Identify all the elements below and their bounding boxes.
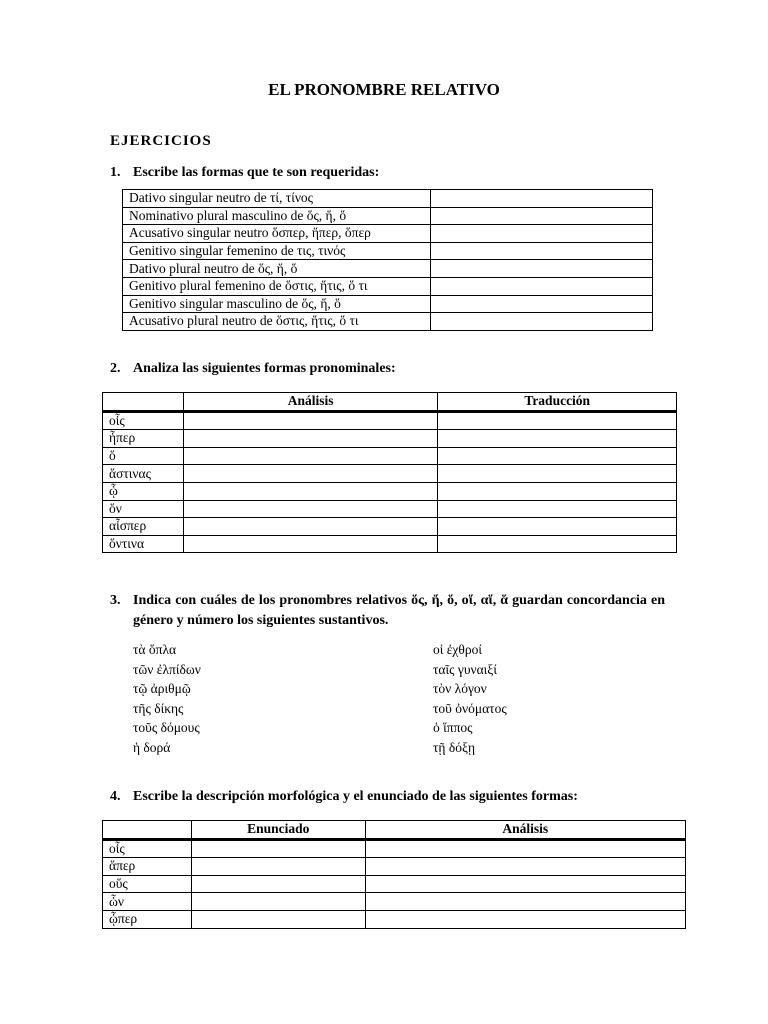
header-analisis: Análisis (365, 821, 685, 840)
answer-cell[interactable] (431, 225, 653, 243)
table-row (103, 910, 686, 928)
question-number: 3. (110, 593, 121, 608)
nouns-right-column (433, 640, 507, 757)
question-number: 4. (110, 789, 121, 804)
analysis-cell[interactable] (183, 411, 437, 430)
noun-item: ἡ δορά (133, 739, 171, 755)
analysis-cell[interactable] (183, 482, 437, 500)
table-row (123, 207, 653, 225)
enunciado-cell[interactable] (191, 893, 365, 911)
form-prompt: Genitivo singular masculino de ὅς, ἥ, ὅ (123, 295, 431, 313)
noun-item: ὁ ἵππος (433, 720, 473, 735)
section-heading: EJERCICIOS (110, 133, 212, 149)
header-blank (103, 821, 192, 840)
morphology-table (102, 820, 686, 929)
noun-item: τῆς δίκης (133, 700, 184, 716)
table-row (103, 447, 677, 465)
greek-form: ᾧ (103, 482, 184, 500)
analysis-cell[interactable] (183, 430, 437, 448)
enunciado-cell[interactable] (191, 839, 365, 858)
greek-form: ᾧπερ (103, 910, 192, 928)
header-blank (103, 393, 184, 412)
table-row (103, 858, 686, 876)
analysis-cell[interactable] (365, 839, 685, 858)
table-row (103, 893, 686, 911)
table-row (103, 500, 677, 518)
question-text: Escribe las formas que te son requeridas: (133, 165, 380, 180)
answer-cell[interactable] (431, 207, 653, 225)
answer-cell[interactable] (431, 277, 653, 295)
analysis-cell[interactable] (183, 518, 437, 536)
analysis-cell[interactable] (183, 500, 437, 518)
form-prompt: Acusativo singular neutro ὅσπερ, ἥπερ, ὅπερ (123, 225, 431, 243)
question-1 (110, 165, 379, 181)
analysis-cell[interactable] (183, 465, 437, 483)
question-number: 1. (110, 165, 121, 180)
forms-table (122, 189, 653, 331)
noun-item: τοῦς δόμους (133, 720, 200, 735)
translation-cell[interactable] (438, 482, 677, 500)
table-row (123, 242, 653, 260)
nouns-left-column (133, 640, 201, 757)
form-prompt: Genitivo plural femenino de ὅστις, ἥτις, ὅ τι (123, 277, 431, 295)
greek-form: ὧν (103, 893, 192, 911)
header-traduccion: Traducción (438, 393, 677, 412)
noun-item: τῷ ἀριθμῷ (133, 681, 191, 696)
translation-cell[interactable] (438, 465, 677, 483)
form-prompt: Dativo singular neutro de τί, τίνος (123, 190, 431, 208)
greek-form: οὕς (103, 875, 192, 893)
question-text: Indica con cuáles de los pronombres relativos ὅς, ἥ, ὅ, οἵ, αἵ, ἅ guardan concordancia en género y número los siguientes sustantivos. (133, 593, 665, 628)
answer-cell[interactable] (431, 295, 653, 313)
question-3 (110, 591, 665, 631)
analysis-cell[interactable] (365, 875, 685, 893)
noun-item: τὸν λόγον (433, 681, 487, 696)
analysis-table (102, 392, 677, 553)
analysis-cell[interactable] (365, 893, 685, 911)
noun-item: τῇ δόξῃ (433, 739, 476, 755)
translation-cell[interactable] (438, 430, 677, 448)
table-row (103, 430, 677, 448)
form-prompt: Acusativo plural neutro de ὅστις, ἥτις, ὅ τι (123, 313, 431, 331)
question-text: Analiza las siguientes formas pronominales: (133, 361, 396, 376)
table-row (123, 225, 653, 243)
question-number: 2. (110, 361, 121, 376)
enunciado-cell[interactable] (191, 875, 365, 893)
analysis-cell[interactable] (183, 535, 437, 553)
question-2 (110, 361, 396, 377)
table-row (103, 518, 677, 536)
greek-form: ὅντινα (103, 535, 184, 553)
table-row (123, 190, 653, 208)
answer-cell[interactable] (431, 242, 653, 260)
greek-form: ἅπερ (103, 858, 192, 876)
greek-form: ἅστινας (103, 465, 184, 483)
table-row (123, 313, 653, 331)
table-row (123, 260, 653, 278)
translation-cell[interactable] (438, 518, 677, 536)
question-4 (110, 789, 578, 805)
question-text: Escribe la descripción morfológica y el enunciado de las siguientes formas: (133, 789, 578, 804)
answer-cell[interactable] (431, 313, 653, 331)
greek-form: ὅν (103, 500, 184, 518)
greek-form: ἧπερ (103, 430, 184, 448)
noun-item: οἱ ἐχθροί (433, 642, 483, 657)
table-header-row (103, 393, 677, 412)
table-header-row (103, 821, 686, 840)
answer-cell[interactable] (431, 190, 653, 208)
table-row (103, 875, 686, 893)
noun-item: τῶν ἐλπίδων (133, 661, 201, 677)
greek-form: οἷς (103, 839, 192, 858)
table-row (103, 465, 677, 483)
noun-item: ταῖς γυναιξί (433, 661, 497, 677)
analysis-cell[interactable] (365, 858, 685, 876)
form-prompt: Dativo plural neutro de ὅς, ἥ, ὅ (123, 260, 431, 278)
translation-cell[interactable] (438, 411, 677, 430)
header-analisis: Análisis (183, 393, 437, 412)
form-prompt: Genitivo singular femenino de τις, τινός (123, 242, 431, 260)
table-row (103, 535, 677, 553)
analysis-cell[interactable] (365, 910, 685, 928)
table-row (123, 295, 653, 313)
greek-form: αἷσπερ (103, 518, 184, 536)
greek-form: ὅ (103, 447, 184, 465)
noun-item: τὰ ὅπλα (133, 642, 177, 657)
translation-cell[interactable] (438, 500, 677, 518)
translation-cell[interactable] (438, 447, 677, 465)
translation-cell[interactable] (438, 535, 677, 553)
page-title: EL PRONOMBRE RELATIVO (268, 80, 500, 99)
answer-cell[interactable] (431, 260, 653, 278)
form-prompt: Nominativo plural masculino de ὅς, ἥ, ὅ (123, 207, 431, 225)
table-row (103, 482, 677, 500)
noun-item: τοῦ ὀνόματος (433, 700, 507, 716)
table-row (103, 839, 686, 858)
enunciado-cell[interactable] (191, 858, 365, 876)
table-row (103, 411, 677, 430)
enunciado-cell[interactable] (191, 910, 365, 928)
table-row (123, 277, 653, 295)
header-enunciado: Enunciado (191, 821, 365, 840)
analysis-cell[interactable] (183, 447, 437, 465)
greek-form: οἷς (103, 411, 184, 430)
